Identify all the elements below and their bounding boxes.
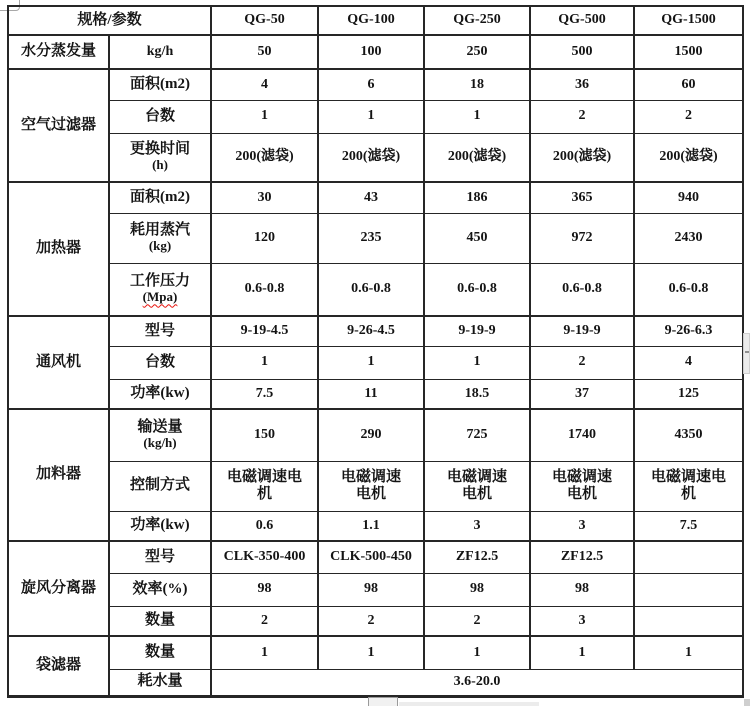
value-cell: 972: [530, 213, 634, 263]
value-cell: 290: [318, 409, 424, 461]
value-cell: 4350: [634, 409, 743, 461]
param-label: 数量: [109, 636, 211, 669]
value-cell-empty: [634, 606, 743, 636]
value-cell: CLK-350-400: [211, 541, 318, 573]
section-label-heater: 加热器: [8, 182, 109, 316]
scrollbar-fragment[interactable]: [743, 333, 750, 374]
value-cell-empty: [634, 541, 743, 573]
value-cell: 200(滤袋): [530, 133, 634, 182]
value-cell: 36: [530, 69, 634, 100]
header-model-qg100: QG-100: [318, 6, 424, 35]
value-cell: 50: [211, 35, 318, 69]
param-label: 效率(%): [109, 573, 211, 606]
value-cell: 1: [424, 100, 530, 133]
param-line1: 工作压力: [130, 273, 191, 290]
value-cell: 200(滤袋): [424, 133, 530, 182]
value-cell: 2: [530, 346, 634, 379]
value-cell: ZF12.5: [530, 541, 634, 573]
value-cell: 1: [530, 636, 634, 669]
value-cell: 1500: [634, 35, 743, 69]
param-label: 功率(kw): [109, 511, 211, 541]
value-cell: 6: [318, 69, 424, 100]
value-cell: 200(滤袋): [634, 133, 743, 182]
section-label-evaporation: 水分蒸发量: [8, 35, 109, 69]
value-cell: 365: [530, 182, 634, 213]
value-cell: 98: [211, 573, 318, 606]
section-label-fan: 通风机: [8, 316, 109, 409]
bottom-line-fragment: [399, 702, 539, 706]
value-cell: 2430: [634, 213, 743, 263]
value-cell: 450: [424, 213, 530, 263]
value-cell: 1: [318, 346, 424, 379]
value-cell: 1: [211, 346, 318, 379]
value-cell: 0.6-0.8: [318, 263, 424, 316]
param-line1: 更换时间: [130, 141, 191, 158]
value-cell: 电磁调速电机: [424, 461, 530, 511]
param-label: 型号: [109, 316, 211, 346]
value-cell: 98: [424, 573, 530, 606]
section-label-feeder: 加料器: [8, 409, 109, 541]
value-cell: 电磁调速电机: [530, 461, 634, 511]
value-cell: 150: [211, 409, 318, 461]
value-cell: 0.6-0.8: [530, 263, 634, 316]
param-label: 面积(m2): [109, 69, 211, 100]
value-cell: 1: [424, 636, 530, 669]
param-label: [109, 213, 211, 263]
value-cell: 11: [318, 379, 424, 409]
value-cell: 200(滤袋): [211, 133, 318, 182]
param-label: 耗水量: [109, 669, 211, 696]
value-cell: 98: [530, 573, 634, 606]
value-cell: 9-26-6.3: [634, 316, 743, 346]
value-cell: 18.5: [424, 379, 530, 409]
value-cell: 98: [318, 573, 424, 606]
value-cell: 30: [211, 182, 318, 213]
param-line1: 耗用蒸汽: [130, 221, 191, 238]
value-cell: 60: [634, 69, 743, 100]
param-line1: 输送量: [137, 419, 183, 436]
value-cell: ZF12.5: [424, 541, 530, 573]
param-label: 型号: [109, 541, 211, 573]
value-cell: 2: [634, 100, 743, 133]
param-label: [109, 263, 211, 316]
value-cell: 186: [424, 182, 530, 213]
value-cell: 2: [318, 606, 424, 636]
param-label: 数量: [109, 606, 211, 636]
header-model-qg500: QG-500: [530, 6, 634, 35]
value-cell: 3: [530, 606, 634, 636]
value-cell: 500: [530, 35, 634, 69]
value-cell: 250: [424, 35, 530, 69]
scrollbar-thumb-mark: [745, 351, 749, 353]
value-cell: 100: [318, 35, 424, 69]
value-cell: 1: [318, 100, 424, 133]
value-cell: 120: [211, 213, 318, 263]
value-cell: 2: [530, 100, 634, 133]
param-label: 台数: [109, 346, 211, 379]
value-cell-merged-water: 3.6-20.0: [211, 669, 743, 696]
value-cell: 1: [211, 636, 318, 669]
value-cell: 37: [530, 379, 634, 409]
value-cell: 9-19-4.5: [211, 316, 318, 346]
value-cell: 9-19-9: [424, 316, 530, 346]
value-cell: 3: [530, 511, 634, 541]
value-cell: 235: [318, 213, 424, 263]
spec-table: [7, 5, 744, 698]
value-cell: 4: [634, 346, 743, 379]
value-cell: 0.6-0.8: [211, 263, 318, 316]
value-cell-empty: [634, 573, 743, 606]
value-cell: 7.5: [634, 511, 743, 541]
value-cell: 1740: [530, 409, 634, 461]
value-cell: 1: [211, 100, 318, 133]
value-cell: 1.1: [318, 511, 424, 541]
value-cell: 3: [424, 511, 530, 541]
param-line2: (kg/h): [143, 435, 177, 451]
value-cell: 2: [424, 606, 530, 636]
param-label: [109, 409, 211, 461]
param-line2-spellcheck: (Mpa): [142, 289, 178, 305]
value-cell: 2: [211, 606, 318, 636]
section-label-cyclone: 旋风分离器: [8, 541, 109, 636]
section-label-air-filter: 空气过滤器: [8, 69, 109, 182]
value-cell: 0.6-0.8: [634, 263, 743, 316]
value-cell: 9-26-4.5: [318, 316, 424, 346]
value-cell: 1: [424, 346, 530, 379]
value-cell: 940: [634, 182, 743, 213]
param-label: [109, 133, 211, 182]
param-label: 控制方式: [109, 461, 211, 511]
value-cell: 1: [634, 636, 743, 669]
param-label: 台数: [109, 100, 211, 133]
value-cell: 725: [424, 409, 530, 461]
bottom-right-fragment: [744, 699, 750, 706]
header-model-qg250: QG-250: [424, 6, 530, 35]
header-corner-cell: 规格/参数: [8, 6, 211, 35]
param-label: 功率(kw): [109, 379, 211, 409]
bottom-box-fragment: [368, 697, 398, 706]
value-cell: 4: [211, 69, 318, 100]
param-label: 面积(m2): [109, 182, 211, 213]
param-line2: (kg): [148, 238, 172, 254]
value-cell: 43: [318, 182, 424, 213]
value-cell: CLK-500-450: [318, 541, 424, 573]
value-cell: 1: [318, 636, 424, 669]
value-cell: 0.6: [211, 511, 318, 541]
header-model-qg50: QG-50: [211, 6, 318, 35]
value-cell: 电磁调速电机: [634, 461, 743, 511]
value-cell: 电磁调速电机: [318, 461, 424, 511]
param-label: kg/h: [109, 35, 211, 69]
section-label-bag-filter: 袋滤器: [8, 636, 109, 696]
header-model-qg1500: QG-1500: [634, 6, 743, 35]
value-cell: 7.5: [211, 379, 318, 409]
value-cell: 0.6-0.8: [424, 263, 530, 316]
value-cell: 电磁调速电机: [211, 461, 318, 511]
value-cell: 18: [424, 69, 530, 100]
param-line2: (h): [152, 157, 168, 173]
value-cell: 200(滤袋): [318, 133, 424, 182]
value-cell: 125: [634, 379, 743, 409]
value-cell: 9-19-9: [530, 316, 634, 346]
